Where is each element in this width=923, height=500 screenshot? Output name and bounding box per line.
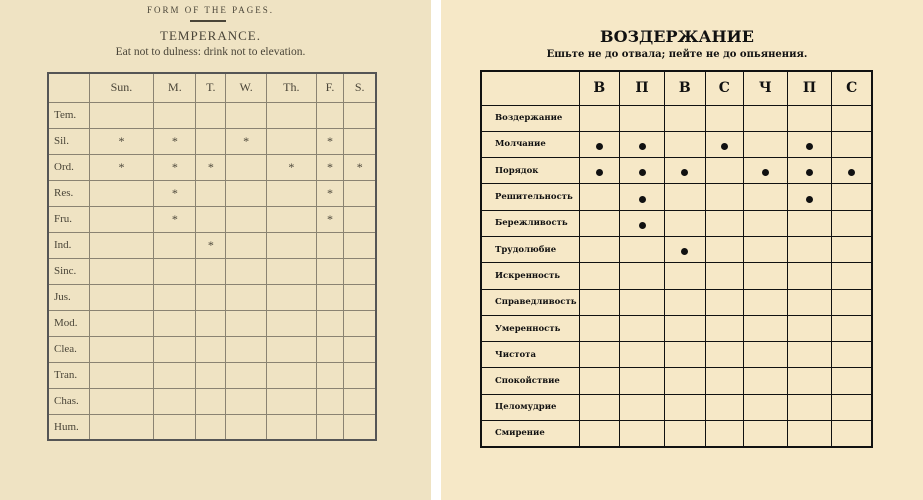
day-header: Sun. (89, 73, 154, 102)
day-cell (665, 289, 706, 315)
day-cell (620, 421, 665, 447)
virtue-row (48, 154, 376, 180)
day-cell (267, 284, 317, 310)
fault-dot (639, 196, 646, 203)
day-cell (344, 154, 376, 180)
day-cell (705, 368, 743, 394)
divider (190, 20, 226, 22)
day-cell (344, 284, 376, 310)
virtue-label: Ord. (48, 154, 89, 180)
fault-dot (639, 222, 646, 229)
virtue-label: Решительность (481, 184, 579, 210)
fault-dot (639, 169, 646, 176)
day-cell (344, 362, 376, 388)
day-cell (196, 414, 226, 440)
day-cell (316, 154, 344, 180)
day-cell (665, 131, 706, 157)
day-cell (267, 154, 317, 180)
day-cell (344, 336, 376, 362)
day-header: С (705, 71, 743, 105)
day-cell (154, 102, 196, 128)
day-cell (316, 180, 344, 206)
virtue-label: Jus. (48, 284, 89, 310)
virtue-title: ВОЗДЕРЖАНИЕ (600, 27, 754, 46)
day-cell (743, 158, 787, 184)
day-cell (579, 263, 620, 289)
day-cell (226, 102, 267, 128)
day-cell (89, 102, 154, 128)
virtue-row (481, 315, 872, 341)
virtue-row (48, 388, 376, 414)
day-cell (787, 158, 832, 184)
day-cell (620, 184, 665, 210)
fault-mark: * (327, 133, 334, 148)
day-cell (89, 336, 154, 362)
day-cell (787, 289, 832, 315)
day-cell (705, 315, 743, 341)
day-cell (344, 128, 376, 154)
fault-dot (762, 169, 769, 176)
virtue-label: Бережливость (481, 210, 579, 236)
day-cell (743, 315, 787, 341)
day-cell (620, 289, 665, 315)
day-cell (89, 180, 154, 206)
day-cell (154, 258, 196, 284)
day-header: W. (226, 73, 267, 102)
day-cell (705, 105, 743, 131)
day-header: Ч (743, 71, 787, 105)
day-cell (787, 131, 832, 157)
day-cell (787, 342, 832, 368)
day-cell (579, 236, 620, 262)
day-cell (743, 210, 787, 236)
day-cell (705, 131, 743, 157)
virtue-label: Tem. (48, 102, 89, 128)
virtue-row (481, 184, 872, 210)
day-cell (344, 310, 376, 336)
virtue-row (481, 394, 872, 420)
day-cell (832, 421, 872, 447)
day-cell (196, 284, 226, 310)
day-cell (705, 289, 743, 315)
fault-mark: * (356, 159, 363, 174)
day-cell (832, 315, 872, 341)
day-cell (196, 102, 226, 128)
day-cell (316, 258, 344, 284)
day-cell (705, 236, 743, 262)
virtue-label: Mod. (48, 310, 89, 336)
day-cell (665, 368, 706, 394)
day-cell (226, 336, 267, 362)
day-cell (832, 131, 872, 157)
day-cell (196, 310, 226, 336)
day-cell (620, 368, 665, 394)
day-cell (267, 362, 317, 388)
day-header: T. (196, 73, 226, 102)
virtue-row (481, 236, 872, 262)
day-cell (665, 315, 706, 341)
day-cell (665, 210, 706, 236)
day-cell (787, 105, 832, 131)
day-cell (154, 284, 196, 310)
day-cell (705, 158, 743, 184)
day-cell (226, 284, 267, 310)
virtue-row (481, 263, 872, 289)
day-cell (89, 310, 154, 336)
day-cell (787, 263, 832, 289)
day-cell (620, 342, 665, 368)
virtue-row (481, 342, 872, 368)
day-cell (196, 128, 226, 154)
virtue-row (481, 368, 872, 394)
header-row (48, 73, 376, 102)
virtue-row (48, 414, 376, 440)
day-cell (226, 206, 267, 232)
day-cell (316, 284, 344, 310)
virtue-motto: Eat not to dulness: drink not to elevation. (115, 46, 306, 58)
day-cell (267, 336, 317, 362)
day-cell (665, 394, 706, 420)
virtue-label: Clea. (48, 336, 89, 362)
day-cell (832, 210, 872, 236)
fault-mark: * (171, 185, 178, 200)
day-cell (316, 232, 344, 258)
virtue-row (481, 158, 872, 184)
day-cell (89, 128, 154, 154)
virtue-label: Res. (48, 180, 89, 206)
fault-dot (681, 248, 688, 255)
day-cell (344, 232, 376, 258)
day-cell (743, 184, 787, 210)
virtue-row (48, 310, 376, 336)
virtue-label: Смирение (481, 421, 579, 447)
day-cell (665, 263, 706, 289)
day-cell (196, 154, 226, 180)
day-cell (344, 180, 376, 206)
day-header: В (665, 71, 706, 105)
virtue-row (48, 258, 376, 284)
day-cell (743, 236, 787, 262)
day-cell (705, 184, 743, 210)
day-cell (154, 336, 196, 362)
day-cell (665, 342, 706, 368)
day-cell (787, 236, 832, 262)
day-cell (579, 289, 620, 315)
day-cell (705, 394, 743, 420)
virtue-row (48, 336, 376, 362)
day-cell (344, 414, 376, 440)
virtue-label: Воздержание (481, 105, 579, 131)
day-cell (579, 158, 620, 184)
fault-dot (806, 143, 813, 150)
virtue-label: Спокойствие (481, 368, 579, 394)
day-cell (832, 105, 872, 131)
day-cell (579, 342, 620, 368)
day-header: В (579, 71, 620, 105)
day-cell (267, 128, 317, 154)
day-cell (344, 102, 376, 128)
day-cell (226, 128, 267, 154)
day-cell (154, 128, 196, 154)
day-cell (743, 342, 787, 368)
day-cell (89, 388, 154, 414)
virtue-row (48, 206, 376, 232)
virtue-chart-english (47, 72, 377, 441)
virtue-label: Искренность (481, 263, 579, 289)
virtue-row (481, 289, 872, 315)
day-cell (316, 388, 344, 414)
fault-dot (806, 169, 813, 176)
fault-mark: * (118, 159, 125, 174)
day-cell (705, 342, 743, 368)
day-cell (832, 394, 872, 420)
virtue-label: Tran. (48, 362, 89, 388)
day-cell (226, 310, 267, 336)
day-cell (154, 362, 196, 388)
day-cell (743, 131, 787, 157)
day-cell (743, 263, 787, 289)
day-cell (743, 421, 787, 447)
corner-cell (48, 73, 89, 102)
day-header: S. (344, 73, 376, 102)
fault-mark: * (207, 159, 214, 174)
virtue-label: Ind. (48, 232, 89, 258)
day-cell (705, 263, 743, 289)
virtue-row (48, 362, 376, 388)
virtue-label: Чистота (481, 342, 579, 368)
virtue-label: Трудолюбие (481, 236, 579, 262)
day-cell (196, 180, 226, 206)
day-cell (267, 310, 317, 336)
day-cell (89, 206, 154, 232)
day-cell (154, 414, 196, 440)
day-cell (154, 180, 196, 206)
day-cell (89, 284, 154, 310)
day-cell (743, 394, 787, 420)
day-cell (832, 236, 872, 262)
fault-mark: * (171, 159, 178, 174)
day-cell (196, 388, 226, 414)
day-cell (787, 184, 832, 210)
virtue-label: Sil. (48, 128, 89, 154)
virtue-row (48, 102, 376, 128)
day-header: С (832, 71, 872, 105)
day-cell (226, 388, 267, 414)
fault-mark: * (171, 133, 178, 148)
day-cell (267, 180, 317, 206)
day-cell (705, 421, 743, 447)
virtue-row (48, 232, 376, 258)
day-cell (154, 206, 196, 232)
fault-mark: * (207, 237, 214, 252)
virtue-motto: Ешьте не до отвала; пейте не до опьянения. (546, 49, 808, 60)
day-header: П (787, 71, 832, 105)
day-cell (196, 336, 226, 362)
day-cell (832, 184, 872, 210)
translated-page (441, 0, 923, 500)
day-cell (620, 131, 665, 157)
fault-mark: * (327, 211, 334, 226)
fault-dot (721, 143, 728, 150)
header-row (481, 71, 872, 105)
day-cell (787, 368, 832, 394)
day-cell (226, 414, 267, 440)
day-cell (579, 131, 620, 157)
fault-dot (639, 143, 646, 150)
day-cell (154, 154, 196, 180)
day-cell (832, 368, 872, 394)
day-cell (226, 180, 267, 206)
day-cell (620, 315, 665, 341)
day-cell (620, 236, 665, 262)
day-cell (579, 394, 620, 420)
day-cell (832, 263, 872, 289)
page-heading: FORM OF THE PAGES. (146, 5, 275, 15)
day-cell (743, 105, 787, 131)
day-cell (316, 102, 344, 128)
day-cell (316, 362, 344, 388)
virtue-row (481, 105, 872, 131)
virtue-label: Sinc. (48, 258, 89, 284)
day-cell (787, 394, 832, 420)
virtue-label: Chas. (48, 388, 89, 414)
day-cell (154, 232, 196, 258)
day-cell (226, 258, 267, 284)
corner-cell (481, 71, 579, 105)
virtue-label: Fru. (48, 206, 89, 232)
day-cell (316, 310, 344, 336)
day-cell (665, 236, 706, 262)
day-cell (267, 206, 317, 232)
day-cell (620, 105, 665, 131)
day-cell (267, 388, 317, 414)
day-cell (620, 263, 665, 289)
virtue-row (481, 210, 872, 236)
day-cell (89, 232, 154, 258)
day-cell (579, 368, 620, 394)
day-cell (832, 342, 872, 368)
day-cell (665, 158, 706, 184)
virtue-row (48, 180, 376, 206)
original-page-scan (0, 0, 431, 500)
day-cell (787, 315, 832, 341)
day-cell (620, 158, 665, 184)
day-cell (196, 362, 226, 388)
day-cell (344, 258, 376, 284)
day-cell (226, 362, 267, 388)
fault-dot (596, 143, 603, 150)
virtue-label: Молчание (481, 131, 579, 157)
fault-dot (848, 169, 855, 176)
fault-dot (596, 169, 603, 176)
day-header: Th. (267, 73, 317, 102)
day-cell (196, 232, 226, 258)
day-cell (226, 154, 267, 180)
day-cell (89, 414, 154, 440)
day-cell (705, 210, 743, 236)
day-cell (316, 336, 344, 362)
day-header: F. (316, 73, 344, 102)
day-cell (665, 184, 706, 210)
day-cell (196, 206, 226, 232)
virtue-row (481, 131, 872, 157)
day-cell (743, 289, 787, 315)
day-cell (344, 388, 376, 414)
day-cell (267, 414, 317, 440)
day-cell (787, 421, 832, 447)
day-cell (154, 388, 196, 414)
day-cell (579, 184, 620, 210)
day-cell (579, 210, 620, 236)
day-cell (316, 414, 344, 440)
day-cell (743, 368, 787, 394)
day-header: П (620, 71, 665, 105)
day-cell (196, 258, 226, 284)
day-cell (665, 105, 706, 131)
fault-mark: * (118, 133, 125, 148)
day-cell (316, 206, 344, 232)
virtue-label: Целомудрие (481, 394, 579, 420)
day-cell (316, 128, 344, 154)
virtue-row (48, 284, 376, 310)
day-cell (579, 105, 620, 131)
day-cell (89, 154, 154, 180)
day-cell (832, 158, 872, 184)
fault-mark: * (243, 133, 250, 148)
virtue-title: TEMPERANCE. (160, 28, 261, 43)
day-cell (344, 206, 376, 232)
day-cell (89, 362, 154, 388)
day-cell (620, 210, 665, 236)
day-cell (579, 315, 620, 341)
day-cell (267, 102, 317, 128)
day-cell (226, 232, 267, 258)
fault-mark: * (171, 211, 178, 226)
fault-mark: * (288, 159, 295, 174)
virtue-label: Hum. (48, 414, 89, 440)
virtue-row (481, 421, 872, 447)
fault-dot (806, 196, 813, 203)
day-cell (89, 258, 154, 284)
virtue-label: Справедливость (481, 289, 579, 315)
day-cell (832, 289, 872, 315)
day-cell (620, 394, 665, 420)
day-cell (579, 421, 620, 447)
fault-mark: * (327, 185, 334, 200)
fault-mark: * (327, 159, 334, 174)
day-cell (267, 258, 317, 284)
day-cell (267, 232, 317, 258)
fault-dot (681, 169, 688, 176)
day-cell (154, 310, 196, 336)
day-header: M. (154, 73, 196, 102)
day-cell (665, 421, 706, 447)
day-cell (787, 210, 832, 236)
virtue-label: Порядок (481, 158, 579, 184)
virtue-label: Умеренность (481, 315, 579, 341)
virtue-row (48, 128, 376, 154)
virtue-chart-russian (480, 70, 873, 448)
